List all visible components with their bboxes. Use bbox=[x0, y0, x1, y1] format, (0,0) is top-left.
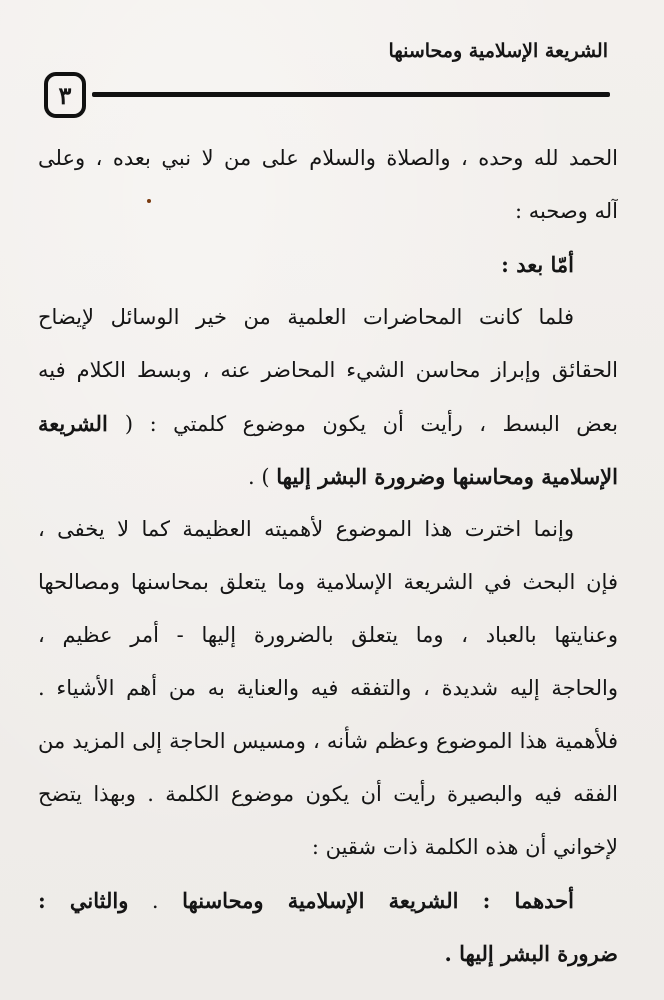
text-line-15-bold-b: والثاني : bbox=[38, 888, 129, 913]
text-line-9: فإن البحث في الشريعة الإسلامية وما يتعلق بمحاسنها ومصالحها bbox=[38, 570, 618, 594]
text-line-7 bbox=[38, 450, 618, 503]
text-line-6 bbox=[38, 397, 618, 450]
text-line-13: الفقه فيه والبصيرة رأيت أن يكون موضوع الكلمة . وبهذا يتضح bbox=[38, 782, 618, 806]
text-line-1: الحمد لله وحده ، والصلاة والسلام على من لا نبي بعده ، وعلى bbox=[38, 146, 618, 170]
text-line-15-plain: . bbox=[128, 889, 183, 913]
text-line-12: فلأهمية هذا الموضوع وعظم شأنه ، ومسيس الحاجة إلى المزيد من bbox=[38, 729, 618, 753]
text-line-8: وإنما اخترت هذا الموضوع لأهميته العظيمة كما لا يخفى ، bbox=[38, 517, 574, 541]
running-title: الشريعة الإسلامية ومحاسنها bbox=[388, 40, 608, 62]
text-line-6-bold: الشريعة bbox=[38, 411, 125, 436]
text-line-5: الحقائق وإبراز محاسن الشيء المحاضر عنه ، وبسط الكلام فيه bbox=[38, 358, 618, 382]
text-line-7-tail: ) . bbox=[248, 465, 277, 489]
section-heading-amma-baad: أمّا بعد : bbox=[501, 252, 574, 277]
text-line-15-bold-a: أحدهما : الشريعة الإسلامية ومحاسنها bbox=[182, 888, 574, 913]
body-text bbox=[38, 132, 618, 980]
text-line-10: وعنايتها بالعباد ، وما يتعلق بالضرورة إليها - أمر عظيم ، bbox=[38, 623, 618, 647]
text-line-4: فلما كانت المحاضرات العلمية من خير الوسائل لإيضاح bbox=[38, 305, 574, 329]
text-line-11: والحاجة إليه شديدة ، والتفقه فيه والعناية به من أهم الأشياء . bbox=[38, 676, 618, 700]
text-line-6-plain: بعض البسط ، رأيت أن يكون موضوع كلمتي : ( bbox=[124, 412, 618, 436]
page-number: ٣ bbox=[44, 72, 86, 118]
header-rule bbox=[92, 92, 610, 97]
text-line-7-bold: الإسلامية ومحاسنها وضرورة البشر إليها bbox=[276, 464, 618, 489]
text-line-15 bbox=[38, 874, 618, 927]
text-line-2: آله وصحبه : bbox=[514, 199, 618, 223]
text-line-16: ضرورة البشر إليها . bbox=[444, 941, 618, 966]
text-line-14: لإخواني أن هذه الكلمة ذات شقين : bbox=[311, 835, 618, 859]
